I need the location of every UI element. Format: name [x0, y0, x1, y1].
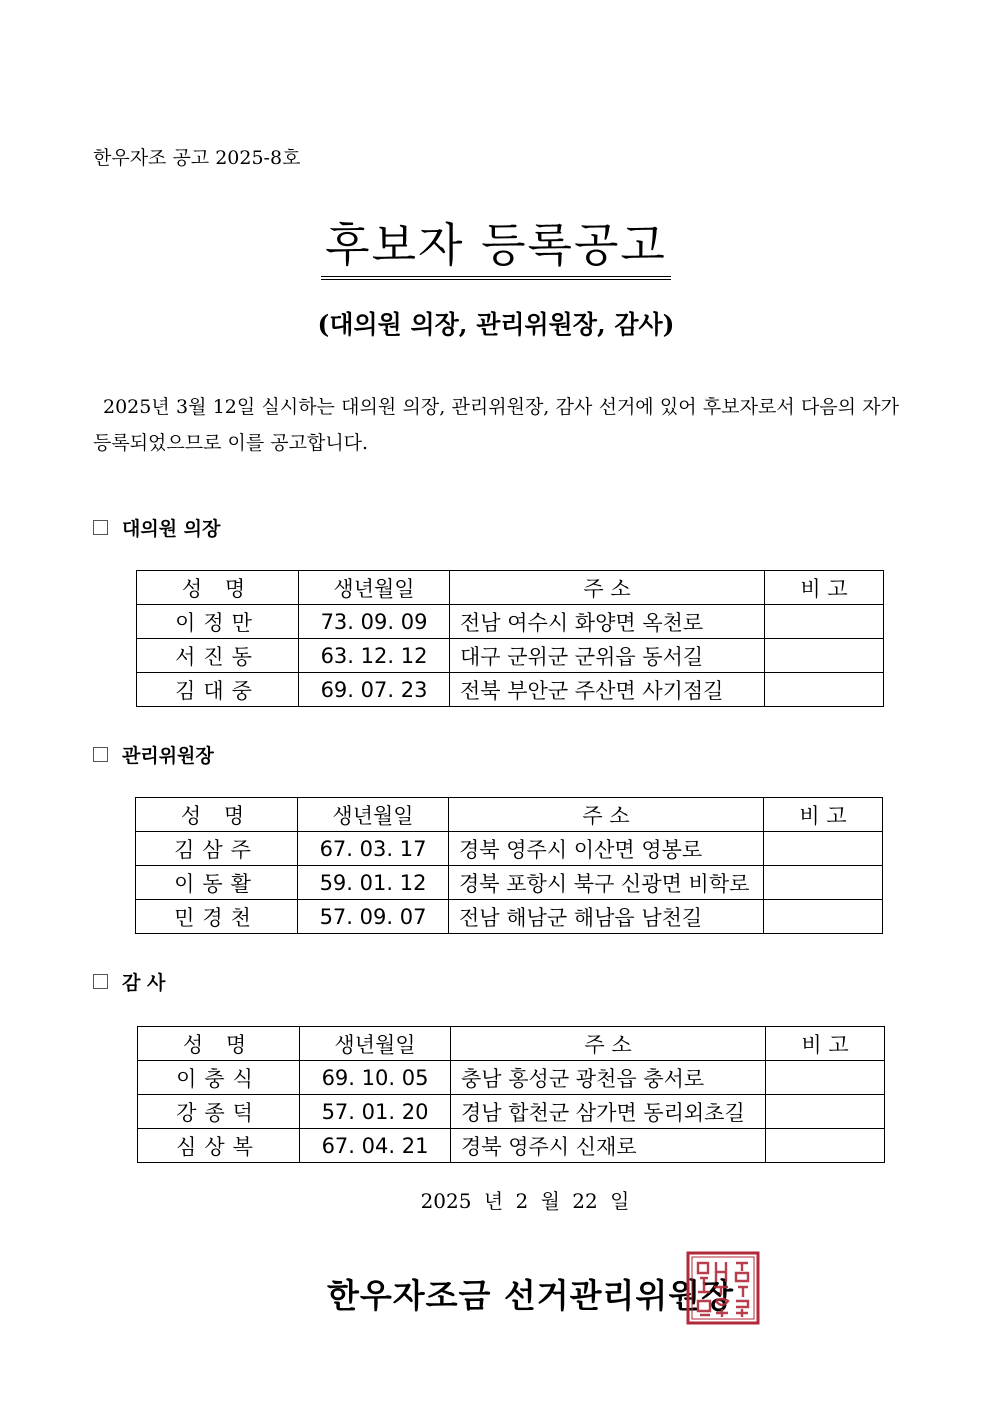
title-container — [0, 218, 992, 280]
cell-birth: 69. 07. 23 — [299, 673, 450, 707]
signer-name: 한우자조금 선거관리위원장 — [327, 1276, 735, 1315]
cell-name: 심상복 — [138, 1129, 300, 1163]
cell-note — [765, 673, 884, 707]
cell-address: 경남 합천군 삼가면 동리외초길 — [451, 1095, 766, 1129]
header-name: 성 명 — [138, 1027, 300, 1061]
cell-address: 충남 홍성군 광천읍 충서로 — [451, 1061, 766, 1095]
cell-note — [766, 1061, 885, 1095]
section-heading-chair — [93, 514, 220, 541]
cell-address: 전남 해남군 해남읍 남천길 — [449, 900, 764, 934]
cell-birth: 57. 01. 20 — [300, 1095, 451, 1129]
official-seal-icon — [686, 1251, 760, 1325]
checkbox-icon — [93, 520, 108, 535]
cell-name: 김삼주 — [136, 832, 298, 866]
cell-birth: 57. 09. 07 — [298, 900, 449, 934]
table-row — [138, 1061, 885, 1095]
header-name: 성 명 — [136, 798, 298, 832]
cell-birth: 73. 09. 09 — [299, 605, 450, 639]
section-heading-label: 관리위원장 — [122, 745, 214, 767]
cell-birth: 67. 03. 17 — [298, 832, 449, 866]
notice-number: 한우자조 공고 2025-8호 — [93, 147, 301, 169]
table-row — [136, 866, 883, 900]
cell-birth: 59. 01. 12 — [298, 866, 449, 900]
header-address: 주 소 — [449, 798, 764, 832]
cell-name: 강종덕 — [138, 1095, 300, 1129]
table-row — [138, 1129, 885, 1163]
notice-date: 2025 년 2 월 22 일 — [420, 1189, 630, 1213]
section-heading-label: 감 사 — [122, 972, 166, 994]
candidate-table-auditor — [137, 1026, 885, 1163]
cell-name: 이정만 — [137, 605, 299, 639]
candidate-table-committee — [135, 797, 883, 934]
cell-note — [764, 832, 883, 866]
table-row — [138, 1095, 885, 1129]
cell-name: 이동활 — [136, 866, 298, 900]
header-address: 주 소 — [450, 571, 765, 605]
cell-address: 경북 영주시 신재로 — [451, 1129, 766, 1163]
table-row — [136, 832, 883, 866]
cell-name: 민경천 — [136, 900, 298, 934]
cell-name: 김대중 — [137, 673, 299, 707]
section-heading-committee — [93, 741, 214, 768]
table-row — [137, 639, 884, 673]
page-title: 후보자 등록공고 — [321, 218, 671, 280]
header-birth: 생년월일 — [299, 571, 450, 605]
header-note: 비 고 — [765, 571, 884, 605]
table-header-row — [136, 798, 883, 832]
cell-birth: 63. 12. 12 — [299, 639, 450, 673]
table-row — [137, 673, 884, 707]
cell-note — [765, 605, 884, 639]
cell-note — [765, 639, 884, 673]
header-note: 비 고 — [766, 1027, 885, 1061]
header-birth: 생년월일 — [300, 1027, 451, 1061]
cell-note — [764, 900, 883, 934]
table-row — [136, 900, 883, 934]
cell-name: 서진동 — [137, 639, 299, 673]
cell-note — [764, 866, 883, 900]
candidate-table-chair — [136, 570, 884, 707]
cell-address: 전남 여수시 화양면 옥천로 — [450, 605, 765, 639]
header-birth: 생년월일 — [298, 798, 449, 832]
cell-birth: 67. 04. 21 — [300, 1129, 451, 1163]
cell-note — [766, 1129, 885, 1163]
cell-note — [766, 1095, 885, 1129]
cell-birth: 69. 10. 05 — [300, 1061, 451, 1095]
table-header-row — [137, 571, 884, 605]
intro-paragraph: 2025년 3월 12일 실시하는 대의원 의장, 관리위원장, 감사 선거에 있어 후보자로서 다음의 자가 등록되었으므로 이를 공고합니다. — [93, 396, 899, 454]
header-note: 비 고 — [764, 798, 883, 832]
section-heading-label: 대의원 의장 — [122, 518, 221, 540]
table-row — [137, 605, 884, 639]
cell-address: 대구 군위군 군위읍 동서길 — [450, 639, 765, 673]
checkbox-icon — [93, 747, 108, 762]
table-header-row — [138, 1027, 885, 1061]
cell-address: 경북 영주시 이산면 영봉로 — [449, 832, 764, 866]
cell-name: 이충식 — [138, 1061, 300, 1095]
header-address: 주 소 — [451, 1027, 766, 1061]
cell-address: 전북 부안군 주산면 사기점길 — [450, 673, 765, 707]
header-name: 성 명 — [137, 571, 299, 605]
section-heading-auditor — [93, 968, 165, 995]
cell-address: 경북 포항시 북구 신광면 비학로 — [449, 866, 764, 900]
checkbox-icon — [93, 974, 108, 989]
page-subtitle: (대의원 의장, 관리위원장, 감사) — [317, 310, 675, 339]
